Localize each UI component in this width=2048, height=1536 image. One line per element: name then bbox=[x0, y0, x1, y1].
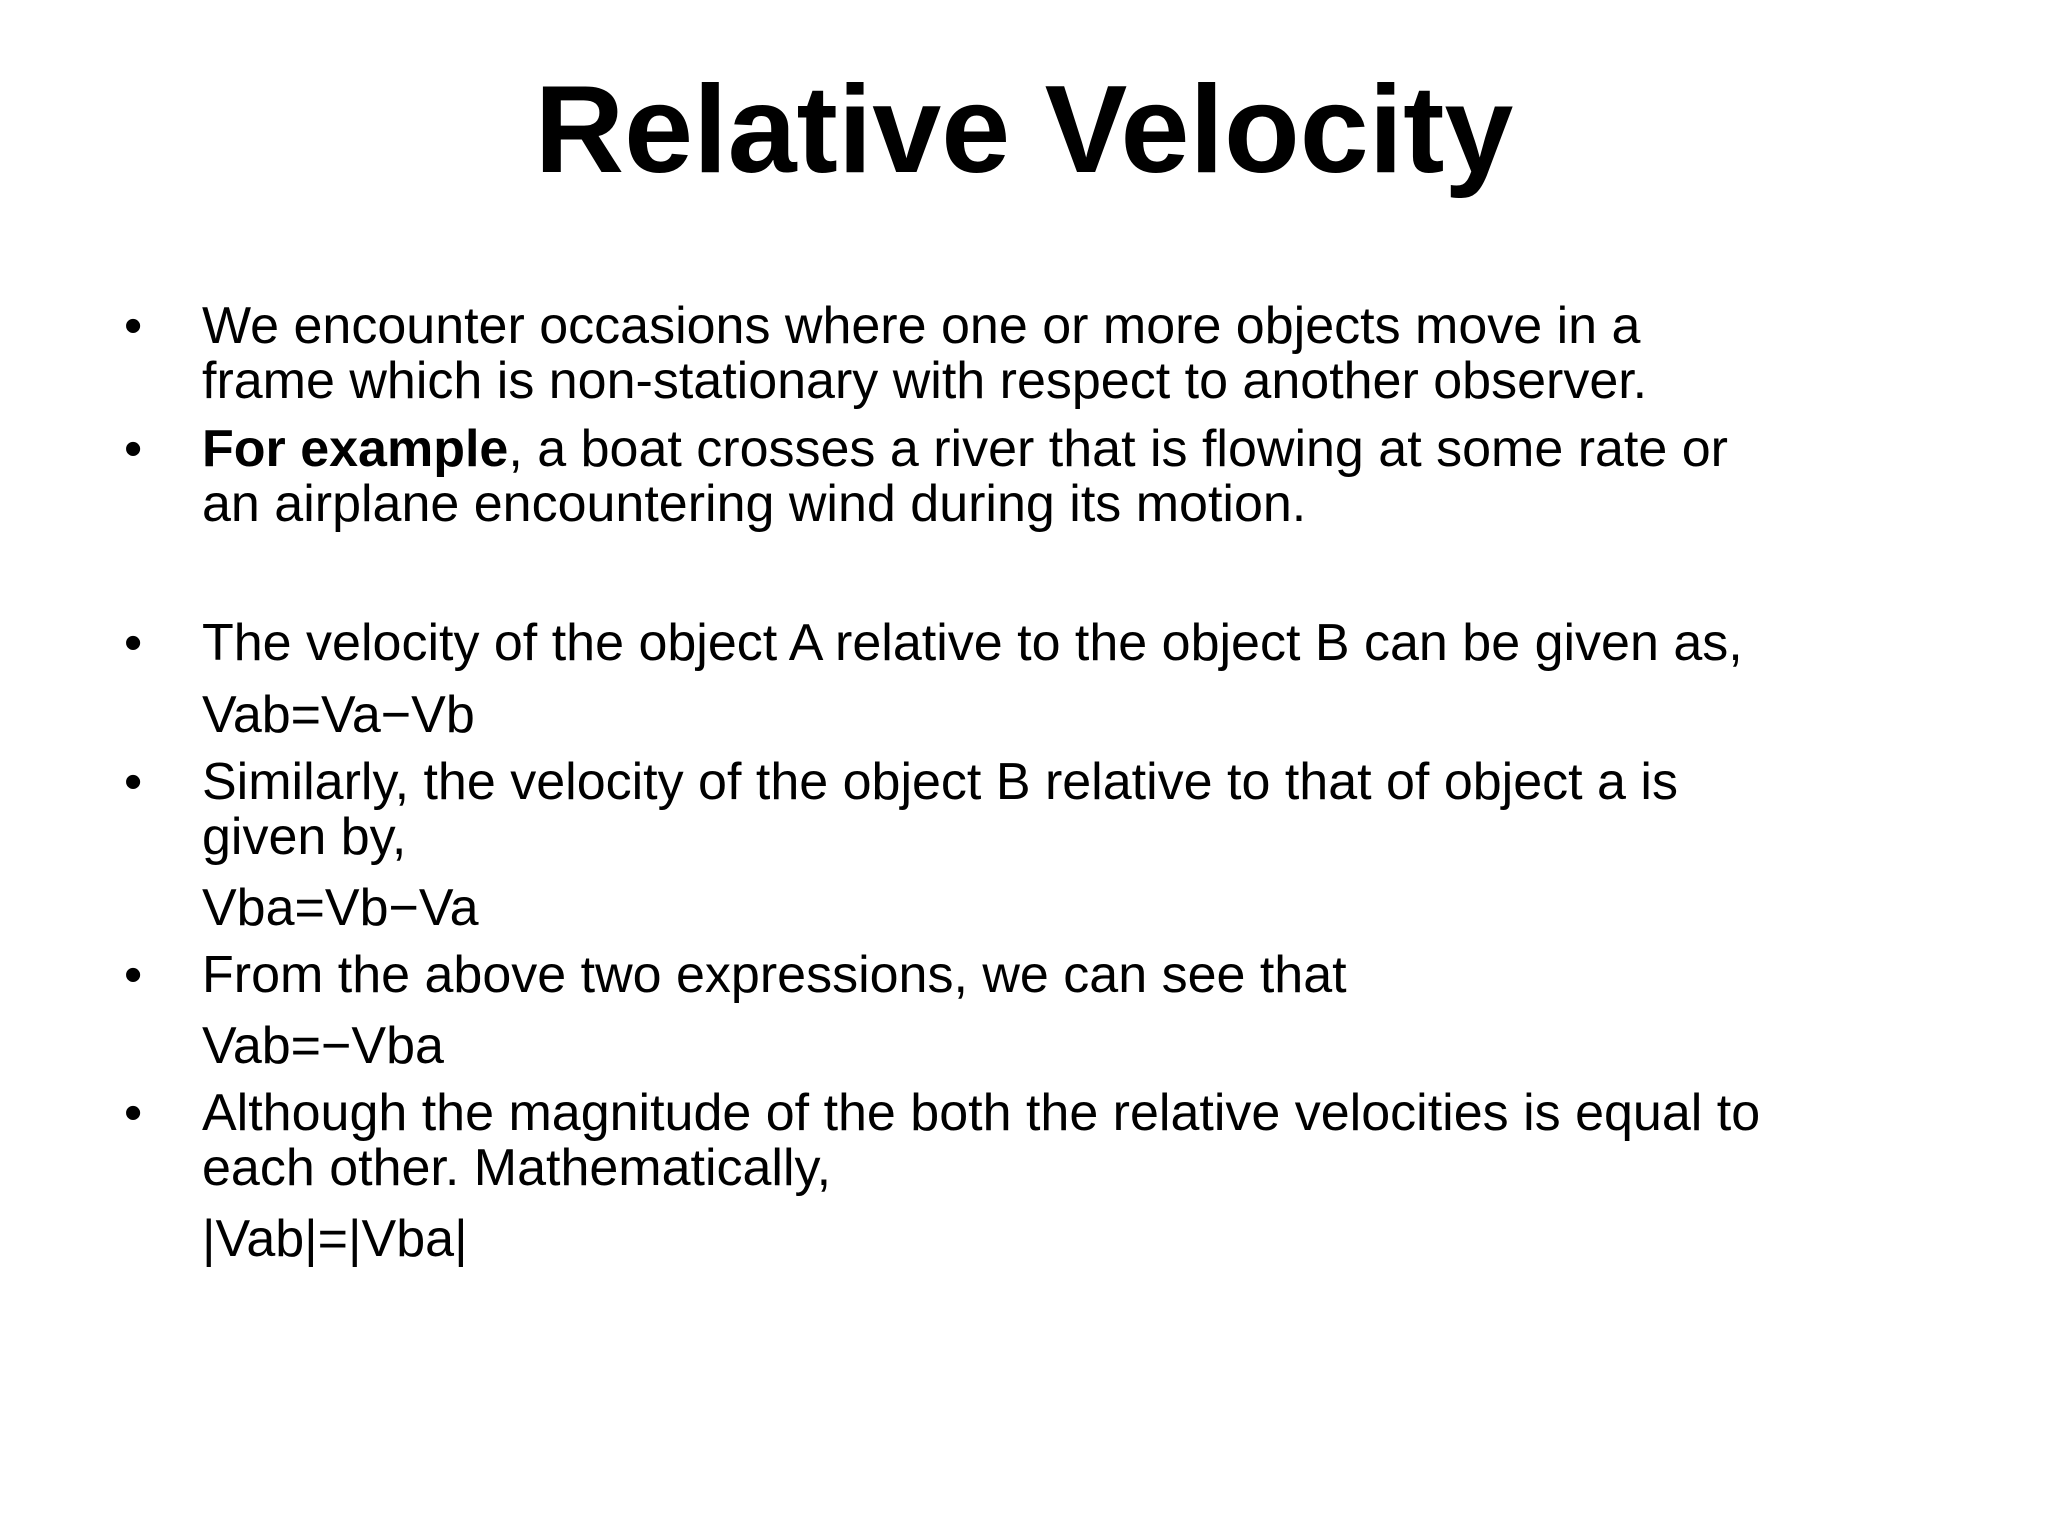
bullet-marker: • bbox=[124, 614, 143, 672]
formula: Vba=Vb−Va bbox=[202, 879, 479, 937]
bullet-text-line: Although the magnitude of the both the relative velocities is equal to bbox=[202, 1084, 1761, 1142]
slide-title: Relative Velocity bbox=[534, 61, 1514, 199]
bullet-text-line: each other. Mathematically, bbox=[202, 1139, 832, 1197]
bullet-text-line: given by, bbox=[202, 808, 407, 866]
bullet-text-line: frame which is non-stationary with respect to another observer. bbox=[202, 352, 1648, 410]
formula: Vab=Va−Vb bbox=[202, 686, 475, 744]
bullet-marker: • bbox=[124, 420, 143, 478]
bullet-marker: • bbox=[124, 753, 143, 811]
bullet-marker: • bbox=[124, 946, 143, 1004]
bold-lead-text: For example bbox=[202, 420, 509, 478]
bullet-text-line bbox=[202, 421, 1728, 477]
bullet-text-line: From the above two expressions, we can see that bbox=[202, 946, 1347, 1004]
bullet-marker: • bbox=[124, 297, 143, 355]
formula: Vab=−Vba bbox=[202, 1017, 444, 1075]
bullet-text-line: an airplane encountering wind during its motion. bbox=[202, 475, 1307, 533]
bullet-marker: • bbox=[124, 1084, 143, 1142]
formula: |Vab|=|Vba| bbox=[202, 1210, 468, 1268]
bullet-text-line: Similarly, the velocity of the object B relative to that of object a is bbox=[202, 753, 1678, 811]
bullet-text-run: , a boat crosses a river that is flowing at some rate or bbox=[508, 420, 1728, 478]
bullet-text-line: We encounter occasions where one or more objects move in a bbox=[202, 297, 1641, 355]
bullet-text-line: The velocity of the object A relative to the object B can be given as, bbox=[202, 614, 1743, 672]
